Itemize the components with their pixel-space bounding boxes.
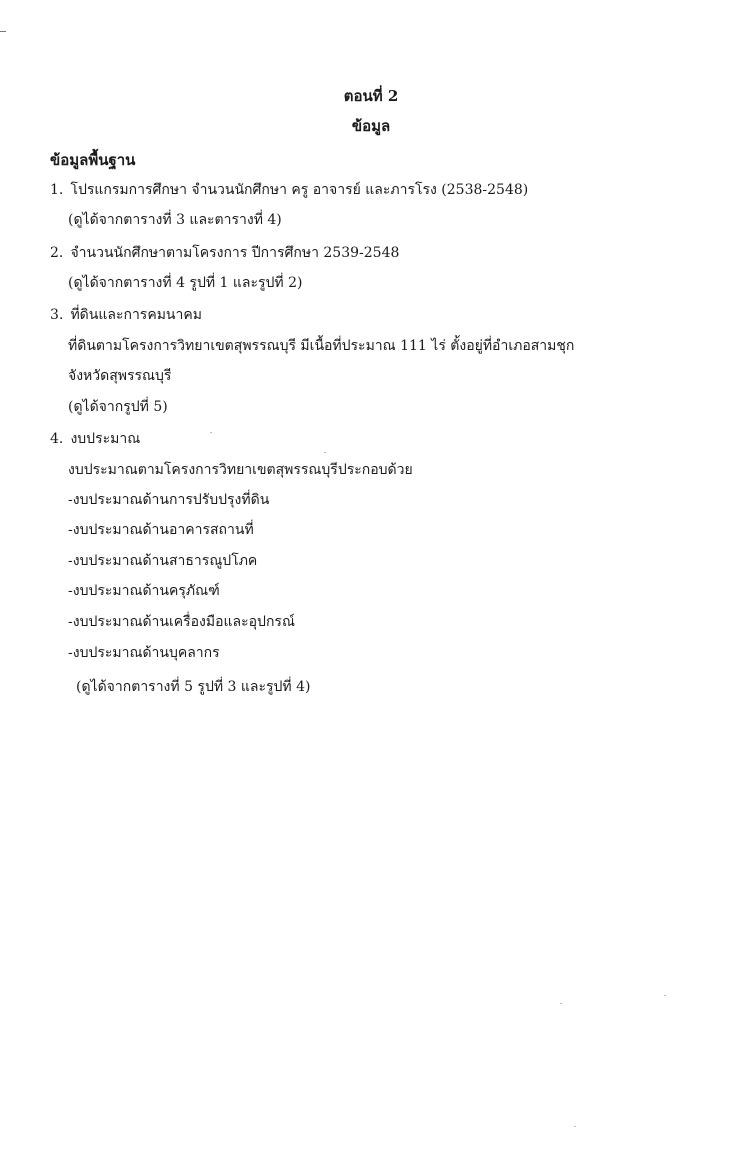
scan-edge-mark — [0, 31, 6, 32]
list-item-title: งบประมาณ — [70, 431, 141, 447]
scan-speck — [574, 1126, 576, 1127]
budget-bullet: -งบประมาณด้านครุภัณฑ์ — [68, 583, 220, 599]
scan-speck — [560, 1003, 562, 1004]
part-title: ตอนที่ 2 — [343, 87, 399, 105]
list-item-title: โปรแกรมการศึกษา จำนวนนักศึกษา ครู อาจารย์ และภารโรง (2538-2548) — [70, 182, 529, 198]
list-item-1 — [50, 180, 528, 200]
list-item-4 — [50, 429, 140, 449]
list-item-reference: (ดูได้จากตารางที่ 5 รูปที่ 3 และรูปที่ 4) — [76, 679, 311, 695]
list-item-title: ที่ดินและการคมนาคม — [70, 307, 202, 323]
budget-bullet: -งบประมาณด้านอาคารสถานที่ — [68, 522, 254, 538]
list-item-reference: (ดูได้จากตารางที่ 3 และตารางที่ 4) — [68, 212, 282, 228]
budget-bullet: -งบประมาณด้านเครื่องมือและอุปกรณ์ — [68, 614, 295, 630]
paragraph-line: จังหวัดสุพรรณบุรี — [68, 368, 172, 384]
budget-bullet: -งบประมาณด้านการปรับปรุงที่ดิน — [68, 492, 270, 508]
list-item-number: 2. — [50, 245, 64, 261]
list-item-3 — [50, 305, 202, 325]
scan-speck — [664, 995, 666, 996]
budget-bullet: -งบประมาณด้านบุคลากร — [68, 645, 220, 661]
budget-bullet: -งบประมาณด้านสาธารณูปโภค — [68, 553, 258, 569]
list-item-number: 4. — [50, 431, 64, 447]
section-title: ข้อมูล — [351, 117, 391, 135]
scan-speck — [324, 452, 326, 453]
list-item-number: 1. — [50, 182, 64, 198]
paragraph-line: งบประมาณตามโครงการวิทยาเขตสุพรรณบุรีประกอบด้วย — [68, 462, 413, 478]
list-item-title: จำนวนนักศึกษาตามโครงการ ปีการศึกษา 2539-2548 — [70, 245, 400, 261]
subsection-title: ข้อมูลพื้นฐาน — [50, 151, 136, 169]
list-item-reference: (ดูได้จากรูปที่ 5) — [68, 399, 168, 415]
scan-speck — [210, 432, 212, 433]
paragraph-line: ที่ดินตามโครงการวิทยาเขตสุพรรณบุรี มีเนื้อที่ประมาณ 111 ไร่ ตั้งอยู่ที่อำเภอสามชุก — [68, 338, 575, 354]
list-item-reference: (ดูได้จากตารางที่ 4 รูปที่ 1 และรูปที่ 2) — [68, 275, 303, 291]
list-item-number: 3. — [50, 307, 64, 323]
list-item-2 — [50, 243, 399, 263]
